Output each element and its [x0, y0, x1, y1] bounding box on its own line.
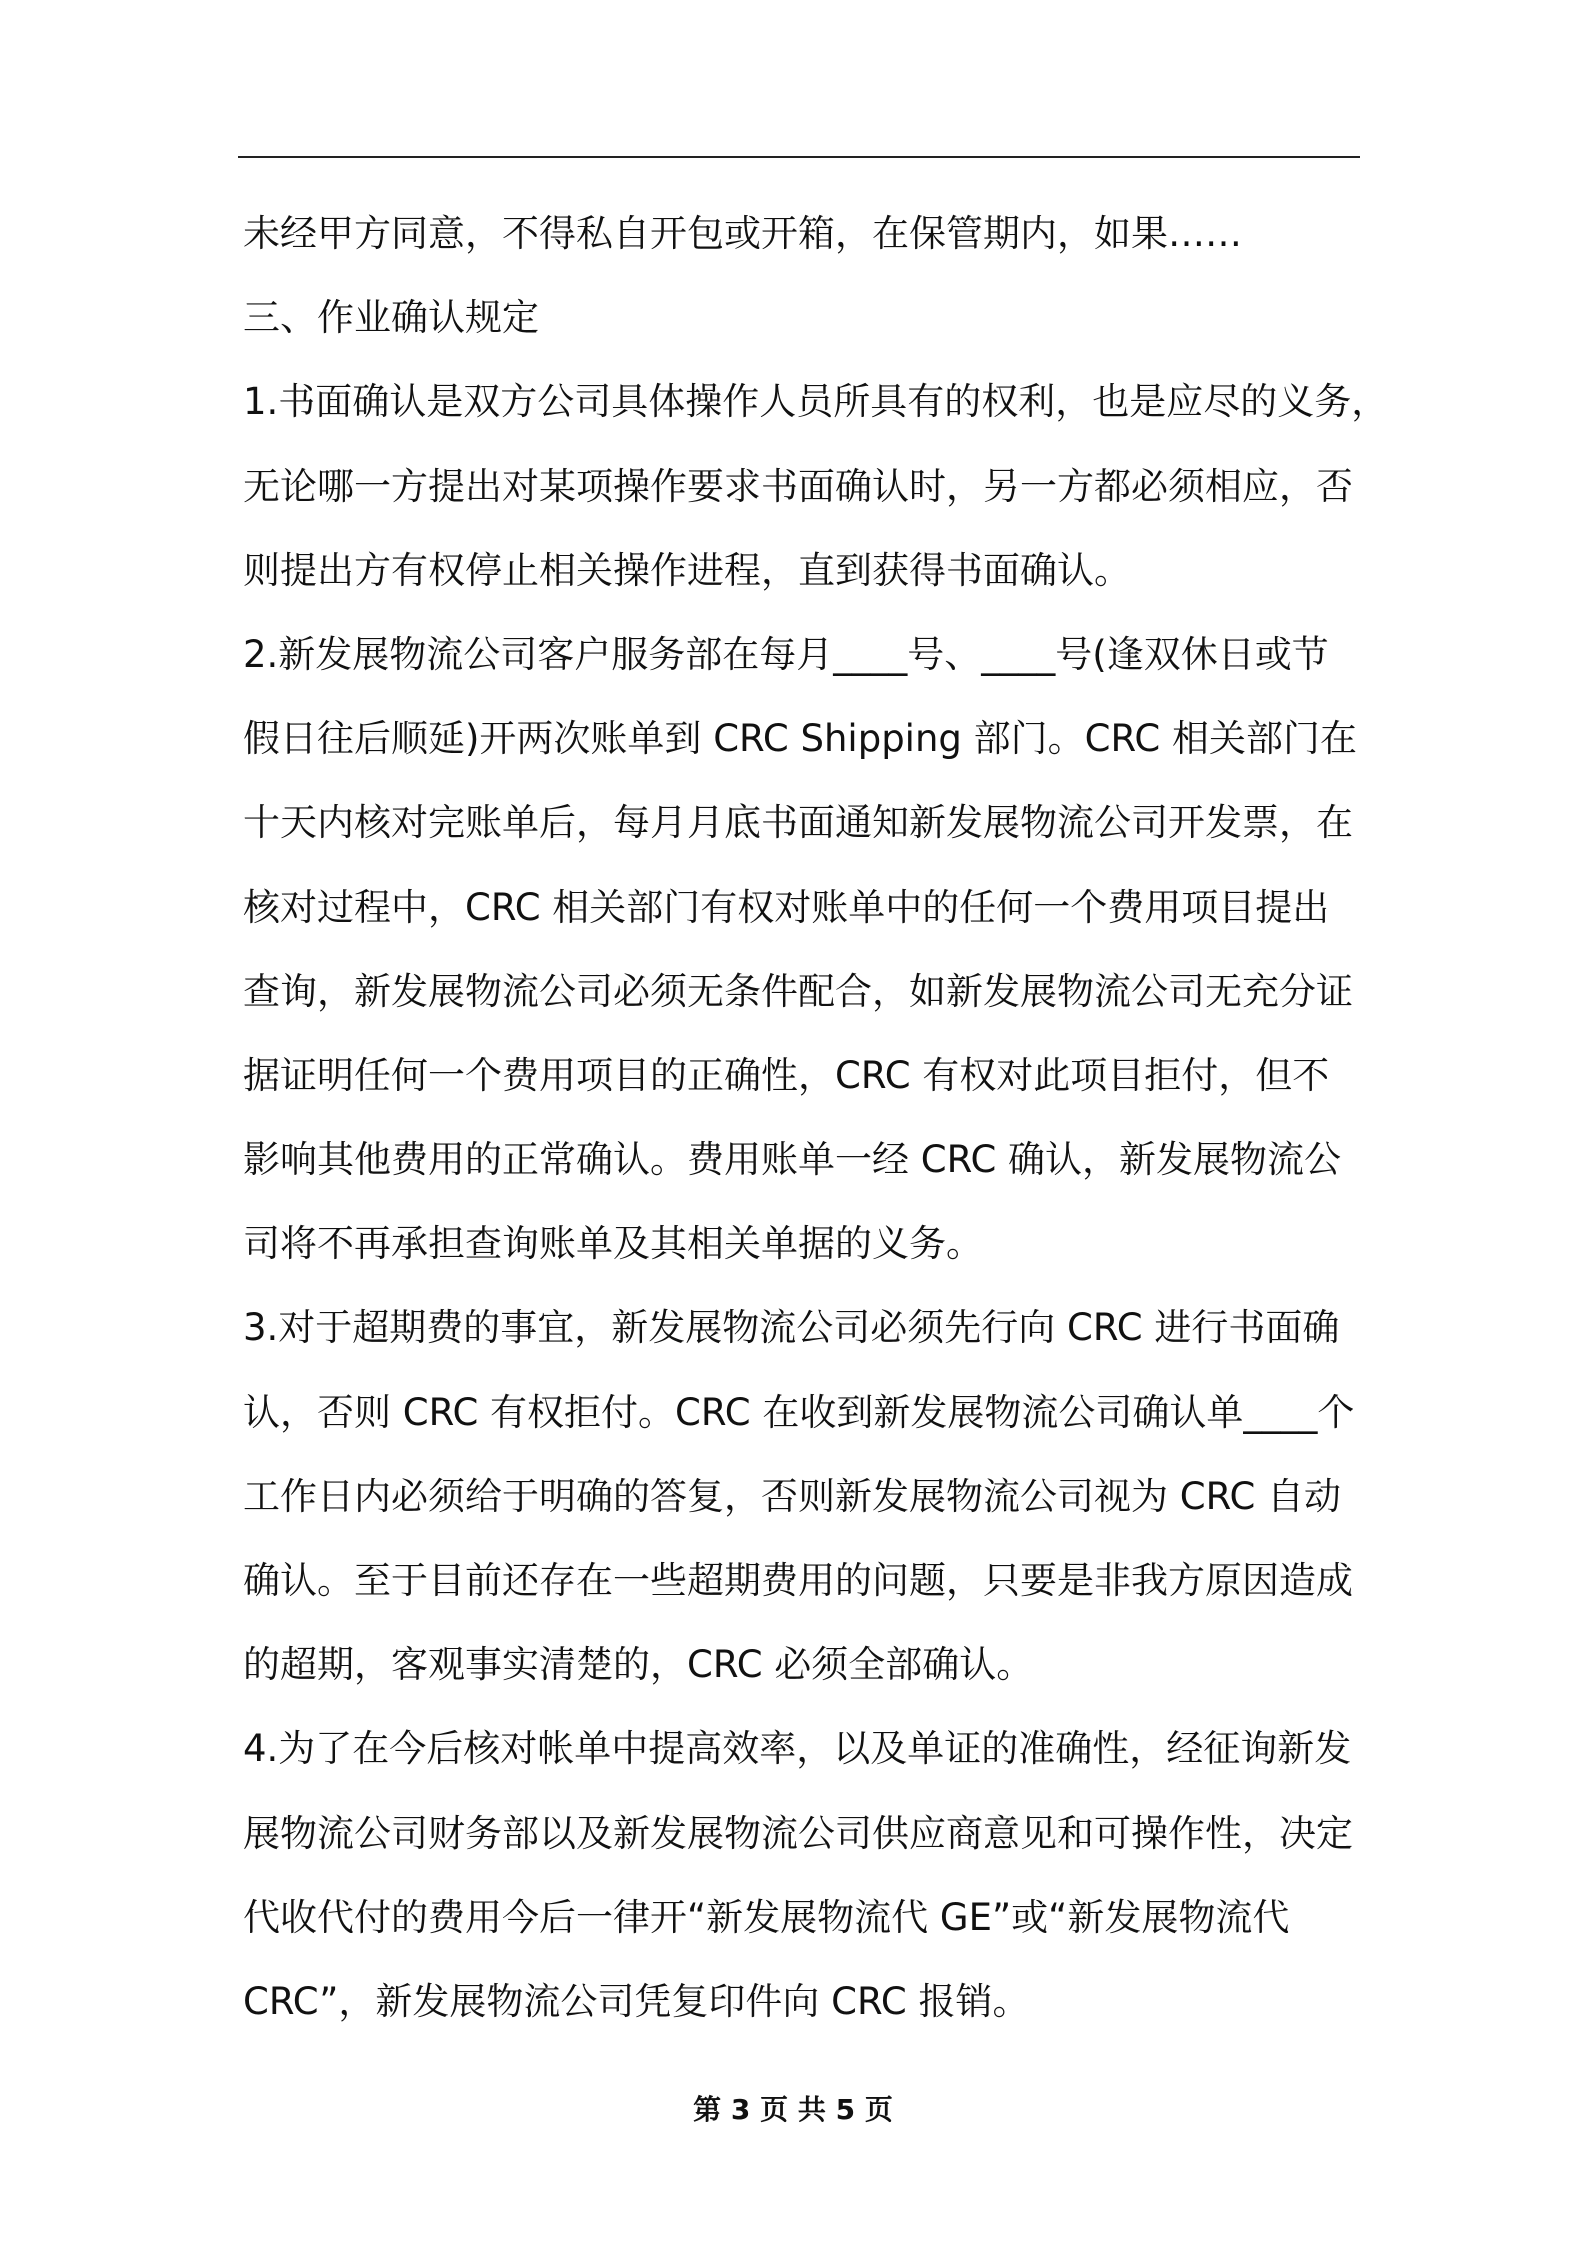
text-line: 的超期，客观事实清楚的，CRC 必须全部确认。 — [243, 1643, 1034, 1687]
page-number: 第 3 页 共 5 页 — [693, 2093, 893, 2126]
text-line: 4.为了在今后核对帐单中提高效率，以及单证的准确性，经征询新发 — [243, 1727, 1352, 1771]
text-line: 认，否则 CRC 有权拒付。CRC 在收到新发展物流公司确认单____个 — [243, 1390, 1355, 1434]
text-line: 则提出方有权停止相关操作进程，直到获得书面确认。 — [243, 548, 1131, 592]
text-line: 代收代付的费用今后一律开“新发展物流代 GE”或“新发展物流代 — [243, 1895, 1290, 1939]
text-line: 影响其他费用的正常确认。费用账单一经 CRC 确认，新发展物流公 — [243, 1138, 1342, 1182]
text-line: 3.对于超期费的事宜，新发展物流公司必须先行向 CRC 进行书面确 — [243, 1306, 1340, 1350]
text-line: 1.书面确认是双方公司具体操作人员所具有的权利，也是应尽的义务， — [243, 380, 1389, 424]
text-line: 2.新发展物流公司客户服务部在每月____号、____号(逢双休日或节 — [243, 632, 1329, 676]
text-line: 查询，新发展物流公司必须无条件配合，如新发展物流公司无充分证 — [243, 969, 1353, 1013]
text-line: 无论哪一方提出对某项操作要求书面确认时，另一方都必须相应，否 — [243, 464, 1353, 508]
document-body — [243, 192, 1389, 2044]
text-line: 展物流公司财务部以及新发展物流公司供应商意见和可操作性，决定 — [243, 1811, 1353, 1855]
text-line: 假日往后顺延)开两次账单到 CRC Shipping 部门。CRC 相关部门在 — [243, 717, 1357, 761]
section-heading: 三、作业确认规定 — [243, 296, 539, 340]
text-line: 司将不再承担查询账单及其相关单据的义务。 — [243, 1222, 983, 1266]
text-line: 确认。至于目前还存在一些超期费用的问题，只要是非我方原因造成 — [243, 1559, 1353, 1602]
text-line: 据证明任何一个费用项目的正确性，CRC 有权对此项目拒付，但不 — [243, 1053, 1330, 1097]
text-line: CRC”，新发展物流公司凭复印件向 CRC 报销。 — [243, 1979, 1030, 2023]
header-rule — [238, 156, 1360, 158]
text-line: 十天内核对完账单后，每月月底书面通知新发展物流公司开发票，在 — [243, 801, 1353, 845]
text-line: 核对过程中，CRC 相关部门有权对账单中的任何一个费用项目提出 — [243, 885, 1330, 929]
text-line: 工作日内必须给于明确的答复，否则新发展物流公司视为 CRC 自动 — [243, 1474, 1342, 1518]
text-line: 未经甲方同意，不得私自开包或开箱，在保管期内，如果…… — [243, 212, 1242, 255]
